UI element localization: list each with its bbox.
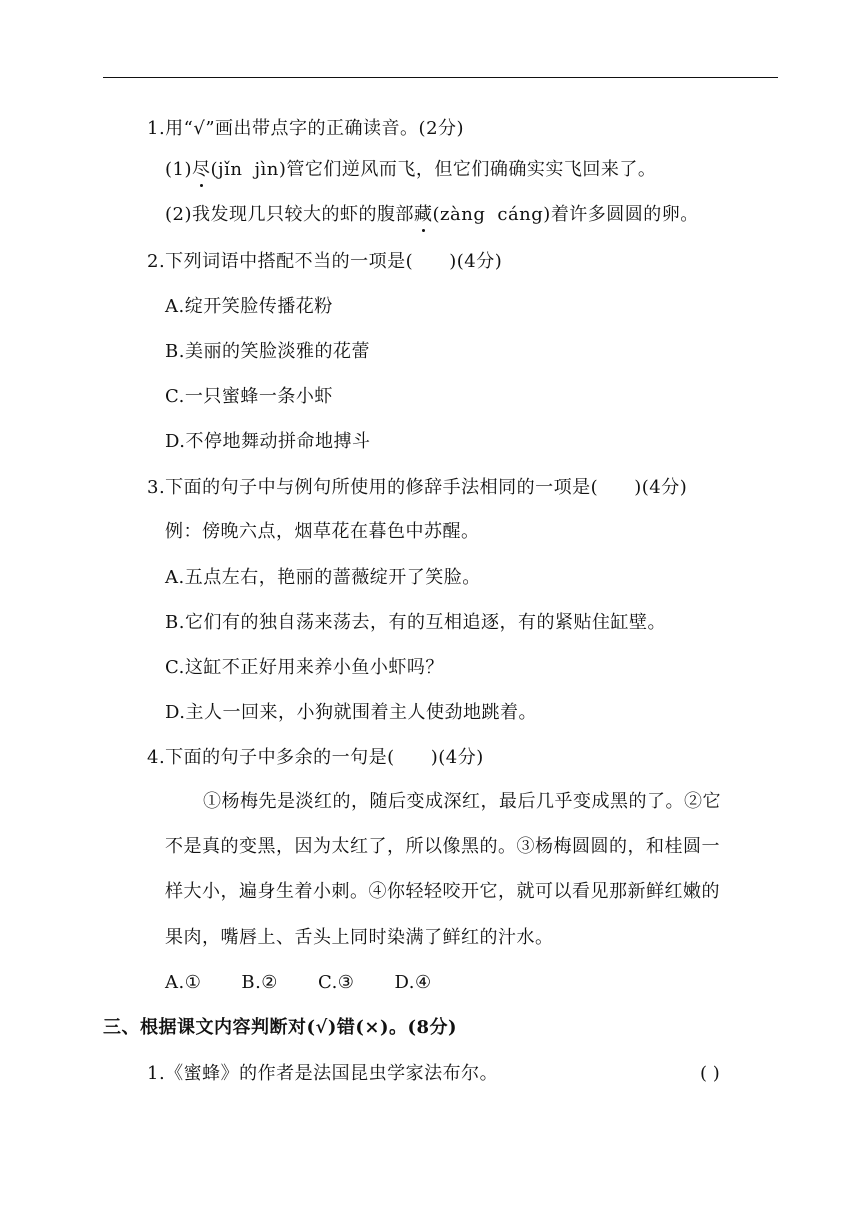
q4-option-a: A.① <box>165 972 202 993</box>
q1-s1-pinyin-a: (jǐn <box>210 159 243 180</box>
q4-passage-line-4: 果肉，嘴唇上、舌头上同时染满了鲜红的汁水。 <box>165 927 554 948</box>
judge-item-1-blank[interactable]: ( ) <box>700 1063 720 1084</box>
section-3-title: 三、根据课文内容判断对(√)错(×)。(8分) <box>103 1017 458 1038</box>
q3-example: 例：傍晚六点，烟草花在暮色中苏醒。 <box>165 521 480 542</box>
q1-s1-rest: 管它们逆风而飞，但它们确确实实飞回来了。 <box>286 159 657 180</box>
q3-option-c: C.这缸不正好用来养小鱼小虾吗？ <box>165 657 444 678</box>
q2-option-b: B.美丽的笑脸淡雅的花蕾 <box>165 341 370 362</box>
q1-stem: 1.用“√”画出带点字的正确读音。(2分) <box>147 118 465 139</box>
q1-s2-dotted-char: 藏 <box>414 204 433 225</box>
q3-stem <box>147 476 687 500</box>
q1-s1-dotted-char: 尽 <box>192 159 211 180</box>
judge-item-1: 1.《蜜蜂》的作者是法国昆虫学家法布尔。 <box>147 1063 499 1084</box>
q1-sentence-1 <box>165 158 656 182</box>
q3-option-d: D.主人一回来，小狗就围着主人使劲地跳着。 <box>165 702 538 723</box>
q2-option-c: C.一只蜜蜂一条小虾 <box>165 386 333 407</box>
q4-stem <box>147 746 484 770</box>
q1-s1-pinyin-b: jìn) <box>254 159 287 180</box>
q3-option-a: A.五点左右，艳丽的蔷薇绽开了笑脸。 <box>165 567 481 588</box>
q2-stem <box>147 250 502 274</box>
q4-options <box>165 971 432 995</box>
q1-s2-before: 我发现几只较大的虾的腹部 <box>192 204 414 225</box>
q4-passage-line-2: 不是真的变黑，因为太红了，所以像黑的。③杨梅圆圆的，和桂圆一 <box>165 836 720 857</box>
q1-s2-pinyin-b: cáng) <box>497 204 551 225</box>
q3-option-b: B.它们有的独自荡来荡去，有的互相追逐，有的紧贴住缸壁。 <box>165 612 666 633</box>
q1-s2-num: (2) <box>165 204 192 225</box>
q2-score: )(4分) <box>449 251 503 272</box>
q4-option-b: B.② <box>241 972 278 993</box>
q1-s1-num: (1) <box>165 159 192 180</box>
q1-sentence-2 <box>165 203 699 227</box>
q4-passage-line-3: 样大小，遍身生着小刺。④你轻轻咬开它，就可以看见那新鲜红嫩的 <box>165 881 720 902</box>
q1-s2-pinyin-a: (zàng <box>432 204 486 225</box>
q4-option-d: D.④ <box>394 972 432 993</box>
q3-score: )(4分) <box>634 477 688 498</box>
q2-option-d: D.不停地舞动拼命地搏斗 <box>165 431 371 452</box>
q4-score: )(4分) <box>430 747 484 768</box>
q4-option-c: C.③ <box>317 972 355 993</box>
top-rule <box>103 77 778 78</box>
q2-stem-text: 2.下列词语中搭配不当的一项是( <box>147 251 414 272</box>
q4-passage-line-1: ①杨梅先是淡红的，随后变成深红，最后几乎变成黑的了。②它 <box>203 791 721 812</box>
q2-option-a: A.绽开笑脸传播花粉 <box>165 296 333 317</box>
q1-s2-rest: 着许多圆圆的卵。 <box>550 204 699 225</box>
q4-stem-text: 4.下面的句子中多余的一句是( <box>147 747 395 768</box>
q3-stem-text: 3.下面的句子中与例句所使用的修辞手法相同的一项是( <box>147 477 599 498</box>
